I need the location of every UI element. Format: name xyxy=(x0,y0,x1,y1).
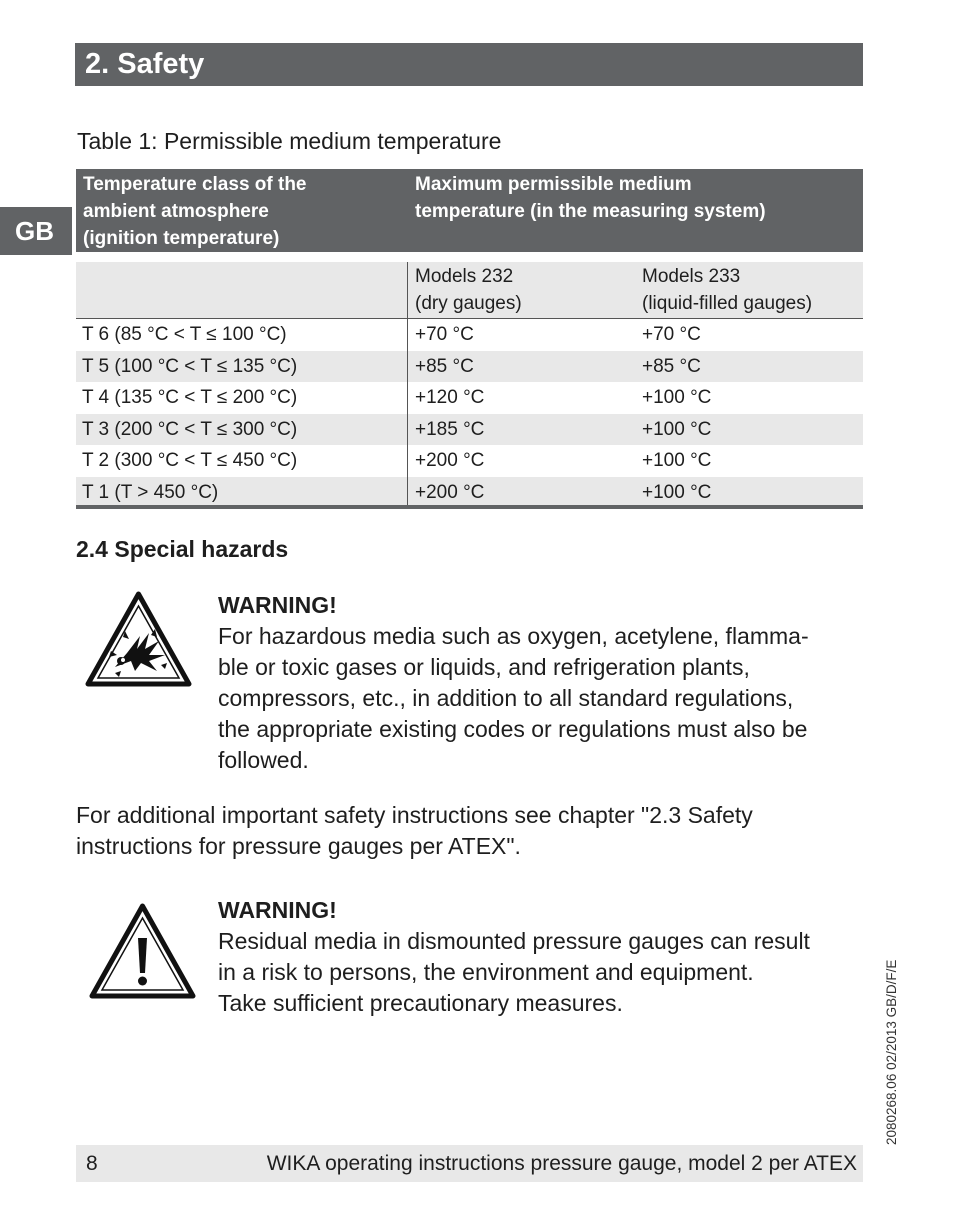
general-warning-icon xyxy=(89,903,196,999)
table-caption: Table 1: Permissible medium temperature xyxy=(77,128,502,154)
footer-text: WIKA operating instructions pressure gauge, model 2 per ATEX xyxy=(266,1152,857,1175)
cell-temperature-class: T 3 (200 °C < T ≤ 300 °C) xyxy=(82,418,298,440)
warning-text-line: Take sufficient precautionary measures. xyxy=(218,990,623,1016)
table-header xyxy=(76,169,863,252)
paragraph-line: For additional important safety instructions see chapter "2.3 Safety xyxy=(76,802,753,828)
header-col1-line: ambient atmosphere xyxy=(83,201,269,222)
subheader-line: (liquid-filled gauges) xyxy=(642,293,813,314)
cell-models-232: +85 °C xyxy=(415,355,474,377)
cell-temperature-class: T 4 (135 °C < T ≤ 200 °C) xyxy=(82,387,298,408)
warning-text-line: ble or toxic gases or liquids, and refrigeration plants, xyxy=(218,654,750,680)
warning-text-line: compressors, etc., in addition to all standard regulations, xyxy=(218,685,794,711)
table-row xyxy=(76,351,863,383)
cell-models-233: +100 °C xyxy=(642,418,712,440)
header-col2-line: Maximum permissible medium xyxy=(415,174,692,195)
explosion-warning-icon xyxy=(85,591,192,687)
subheader-models-232 xyxy=(415,263,522,317)
warning-text-line: the appropriate existing codes or regulations must also be xyxy=(218,716,808,742)
header-col-temperature-class xyxy=(83,171,383,252)
table-bottom-rule xyxy=(76,505,863,509)
warning-text-line: For hazardous media such as oxygen, acetylene, flamma- xyxy=(218,623,809,649)
table-row xyxy=(76,477,863,509)
cell-temperature-class: T 1 (T > 450 °C) xyxy=(82,481,219,503)
cell-models-232: +200 °C xyxy=(415,481,485,503)
cell-models-233: +100 °C xyxy=(642,450,712,471)
language-tab: GB xyxy=(0,207,72,255)
page-footer xyxy=(76,1145,863,1182)
cell-models-232: +185 °C xyxy=(415,418,485,440)
table-row xyxy=(76,382,863,414)
warning-block-residual-media xyxy=(218,895,868,1019)
header-col1-line: Temperature class of the xyxy=(83,174,307,195)
warning-title: WARNING! xyxy=(218,897,337,923)
subheader-line: (dry gauges) xyxy=(415,293,522,314)
table-row xyxy=(76,414,863,446)
header-col2-line: temperature (in the measuring system) xyxy=(415,201,766,222)
page-number: 8 xyxy=(86,1152,98,1175)
cell-models-233: +70 °C xyxy=(642,324,701,345)
subheader-line: Models 232 xyxy=(415,266,514,287)
header-col1-line: (ignition temperature) xyxy=(83,228,280,249)
table-column-divider xyxy=(407,262,408,508)
cell-temperature-class: T 5 (100 °C < T ≤ 135 °C) xyxy=(82,355,298,377)
paragraph-line: instructions for pressure gauges per ATEX". xyxy=(76,833,521,859)
table-row xyxy=(76,445,863,477)
cell-models-232: +120 °C xyxy=(415,387,485,408)
warning-title: WARNING! xyxy=(218,592,337,618)
subheader-line: Models 233 xyxy=(642,266,741,287)
cell-models-233: +100 °C xyxy=(642,481,712,503)
cell-models-232: +70 °C xyxy=(415,324,474,345)
document-code: 2080268.06 02/2013 GB/D/F/E xyxy=(884,959,899,1145)
warning-text-line: in a risk to persons, the environment and equipment. xyxy=(218,959,754,985)
table-row xyxy=(76,319,863,351)
header-col-max-temperature xyxy=(415,171,855,225)
cell-temperature-class: T 6 (85 °C < T ≤ 100 °C) xyxy=(82,324,287,345)
special-hazards-heading: 2.4 Special hazards xyxy=(76,536,289,562)
table-body xyxy=(76,319,863,508)
additional-instructions-paragraph xyxy=(76,800,866,862)
cell-temperature-class: T 2 (300 °C < T ≤ 450 °C) xyxy=(82,450,298,471)
cell-models-233: +100 °C xyxy=(642,387,712,408)
cell-models-233: +85 °C xyxy=(642,355,701,377)
warning-text-line: Residual media in dismounted pressure gauges can result xyxy=(218,928,810,954)
warning-block-hazardous-media xyxy=(218,590,868,776)
section-title: 2. Safety xyxy=(75,43,863,86)
cell-models-232: +200 °C xyxy=(415,450,485,471)
subheader-models-233 xyxy=(642,263,812,317)
table-subheader xyxy=(76,262,863,319)
warning-text-line: followed. xyxy=(218,747,309,773)
